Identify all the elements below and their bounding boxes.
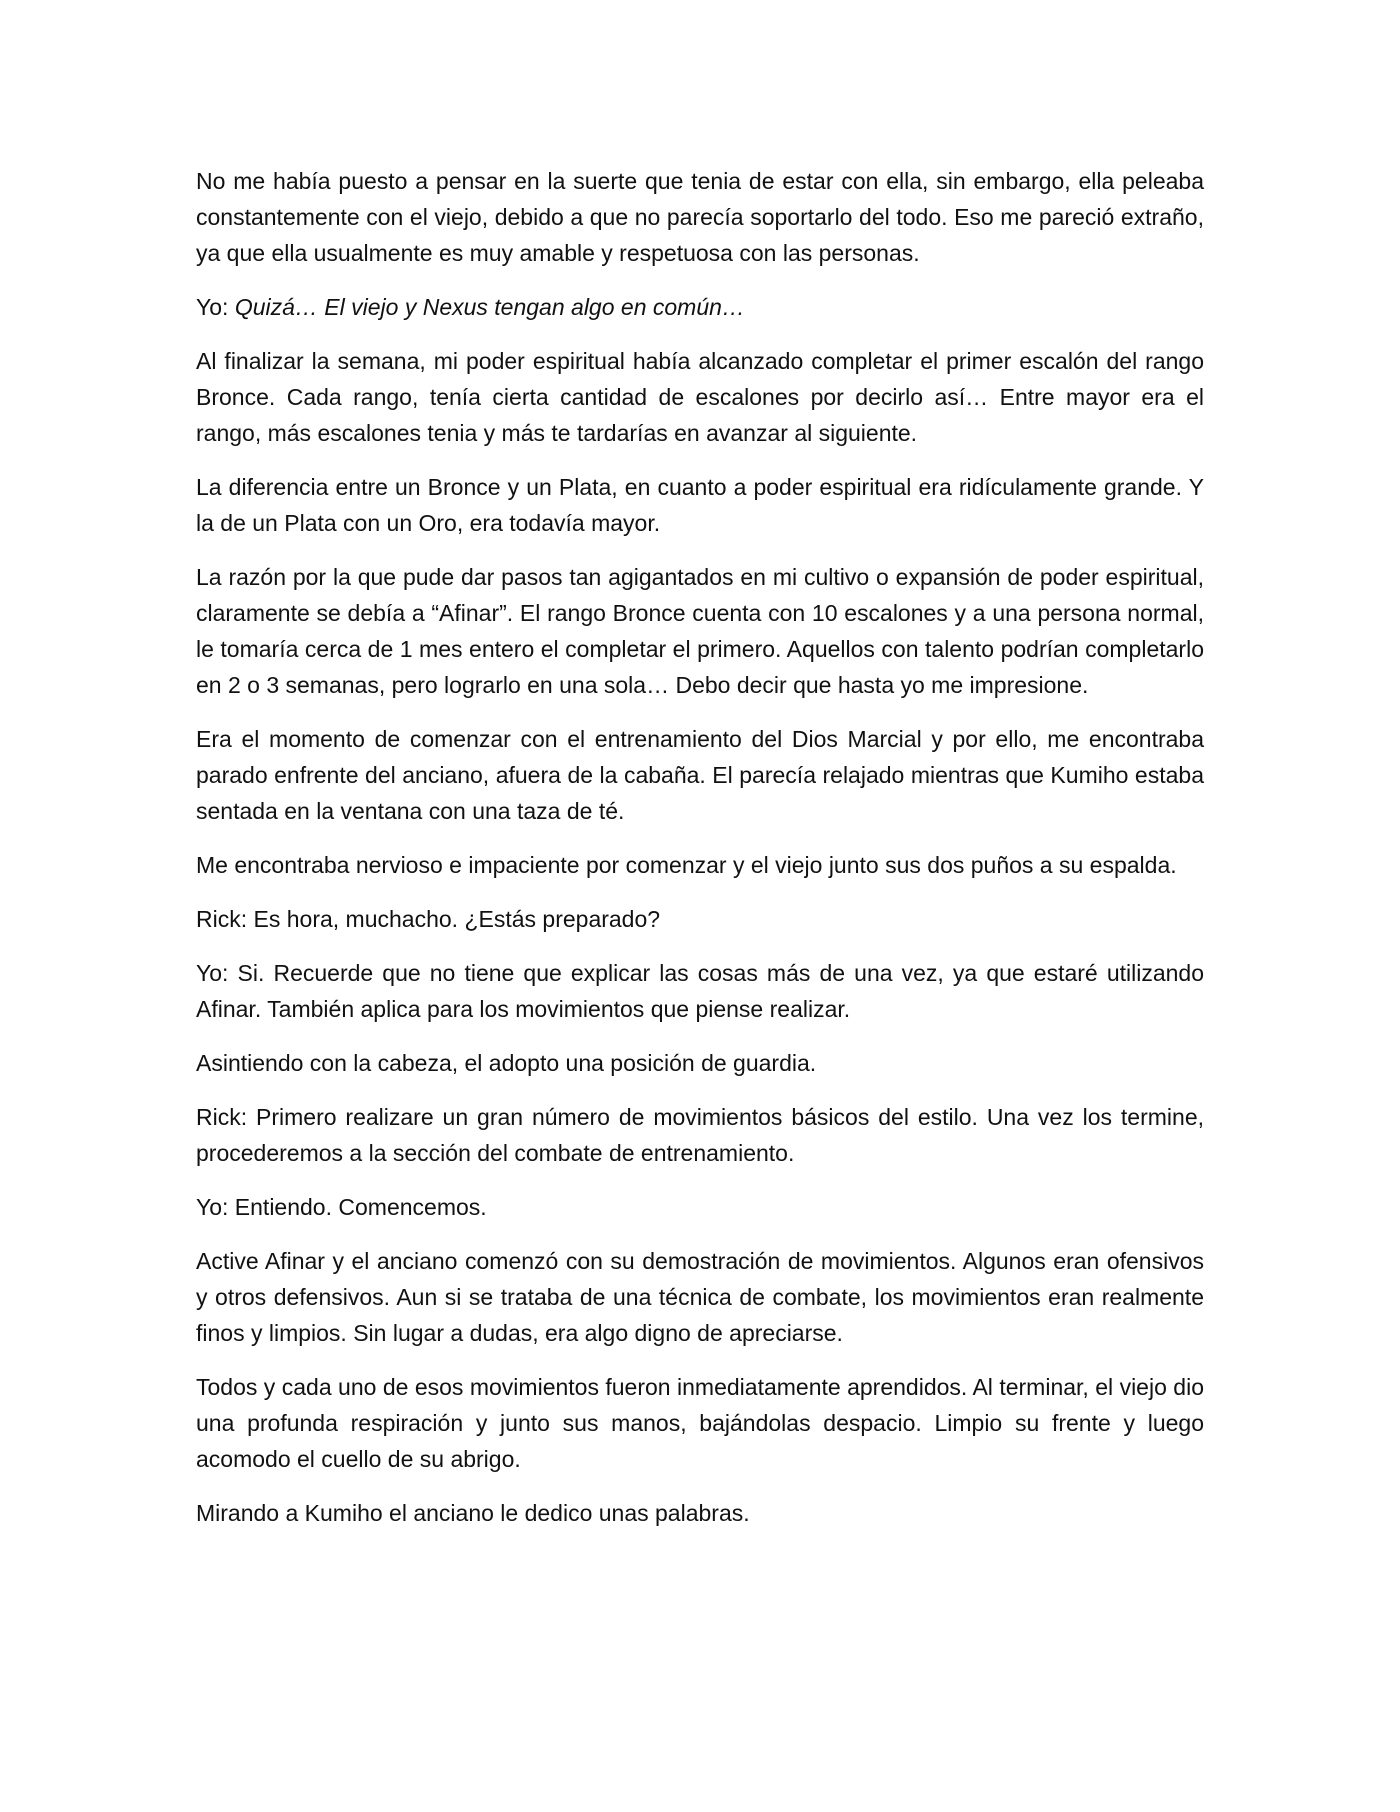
speaker-label: Yo: (196, 294, 235, 320)
document-page (196, 163, 1204, 1549)
paragraph: Me encontraba nervioso e impaciente por comenzar y el viejo junto sus dos puños a su espalda. (196, 852, 1177, 878)
paragraph: Mirando a Kumiho el anciano le dedico unas palabras. (196, 1500, 750, 1526)
thought-text: Quizá… El viejo y Nexus tengan algo en común… (234, 294, 745, 320)
dialogue-line: Rick: Primero realizare un gran número de movimientos básicos del estilo. Una vez los termine, procederemos a la sección del combate de entrenamiento. (196, 1104, 1204, 1166)
paragraph: Todos y cada uno de esos movimientos fueron inmediatamente aprendidos. Al terminar, el viejo dio una profunda respiración y junto sus manos, bajándolas despacio. Limpio su frente y luego acomodo el cuello de su abrigo. (196, 1374, 1204, 1472)
paragraph: No me había puesto a pensar en la suerte que tenia de estar con ella, sin embargo, ella peleaba constantemente con el viejo, debido a que no parecía soportarlo del todo. Eso me pareció extraño, ya que ella usualmente es muy amable y respetuosa con las personas. (196, 168, 1204, 266)
dialogue-line: Yo: Entiendo. Comencemos. (196, 1194, 487, 1220)
paragraph: Era el momento de comenzar con el entrenamiento del Dios Marcial y por ello, me encontraba parado enfrente del anciano, afuera de la cabaña. El parecía relajado mientras que Kumiho estaba sentada en la ventana con una taza de té. (196, 726, 1204, 824)
paragraph: Al finalizar la semana, mi poder espiritual había alcanzado completar el primer escalón del rango Bronce. Cada rango, tenía cierta cantidad de escalones por decirlo así… Entre mayor era el rango, más escalones tenia y más te tardarías en avanzar al siguiente. (196, 348, 1204, 446)
paragraph: Asintiendo con la cabeza, el adopto una posición de guardia. (196, 1050, 817, 1076)
paragraph: La razón por la que pude dar pasos tan agigantados en mi cultivo o expansión de poder espiritual, claramente se debía a “Afinar”. El rango Bronce cuenta con 10 escalones y a una persona normal, le tomaría cerca de 1 mes entero el completar el primero. Aquellos con talento podrían completarlo en 2 o 3 semanas, pero lograrlo en una sola… Debo decir que hasta yo me impresione. (196, 564, 1204, 698)
dialogue-line: Rick: Es hora, muchacho. ¿Estás preparado? (196, 906, 661, 932)
paragraph-thought (196, 289, 1204, 325)
dialogue-line: Yo: Si. Recuerde que no tiene que explicar las cosas más de una vez, ya que estaré utilizando Afinar. También aplica para los movimientos que piense realizar. (196, 960, 1204, 1022)
paragraph: Active Afinar y el anciano comenzó con su demostración de movimientos. Algunos eran ofensivos y otros defensivos. Aun si se trataba de una técnica de combate, los movimientos eran realmente finos y limpios. Sin lugar a dudas, era algo digno de apreciarse. (196, 1248, 1204, 1346)
paragraph: La diferencia entre un Bronce y un Plata, en cuanto a poder espiritual era ridículamente grande. Y la de un Plata con un Oro, era todavía mayor. (196, 474, 1204, 536)
